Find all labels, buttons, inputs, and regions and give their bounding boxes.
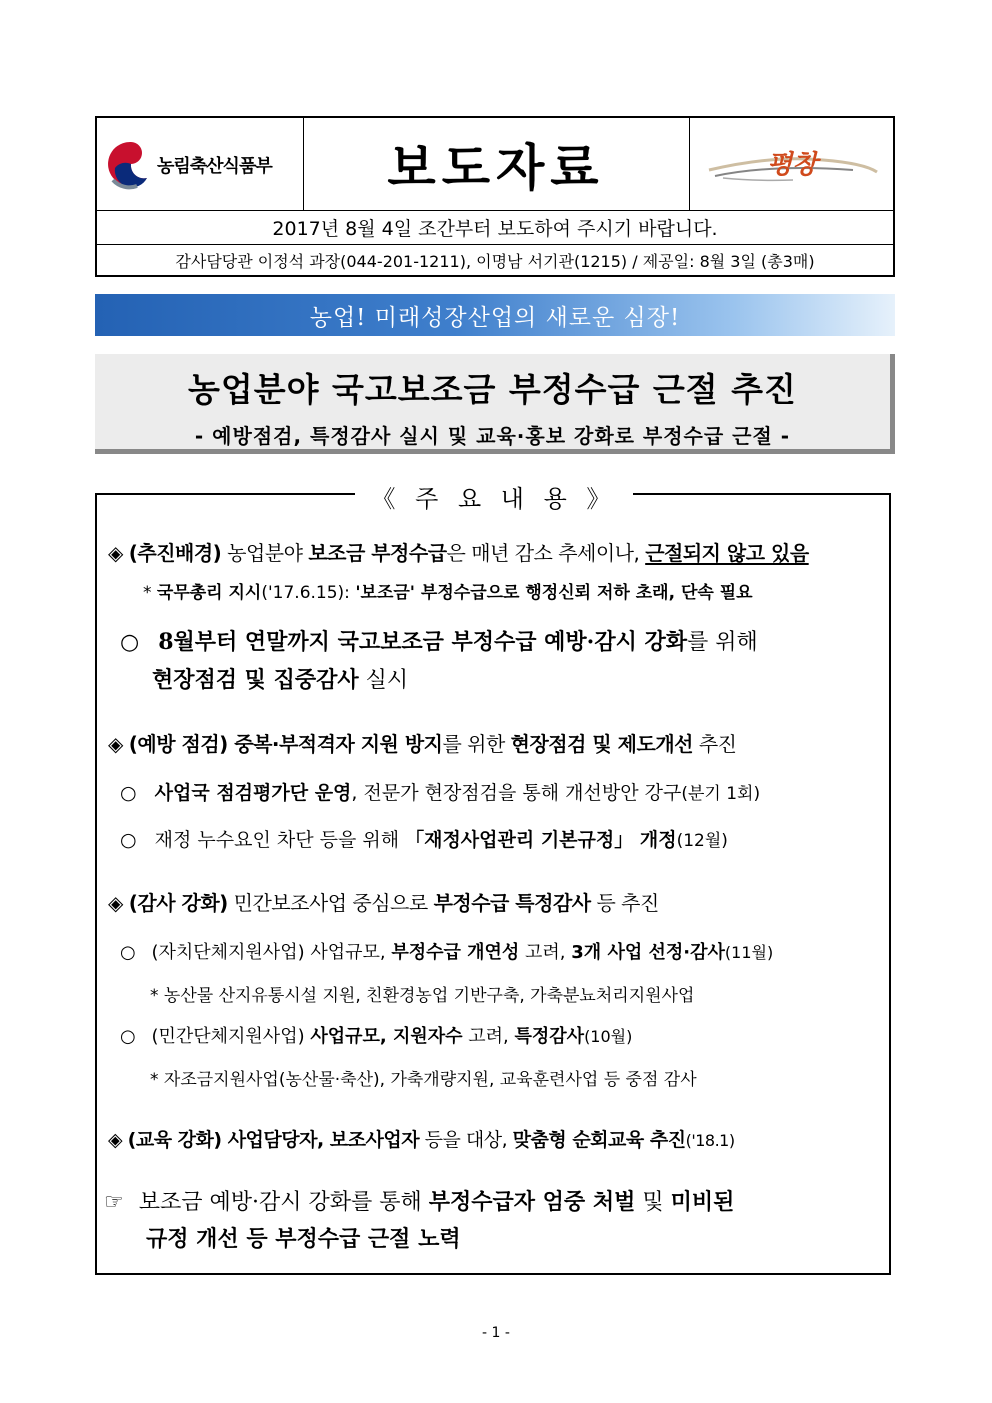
slogan-banner: 농업! 미래성장산업의 새로운 심장! [95, 294, 895, 336]
list-item [120, 1022, 632, 1048]
press-release-header [95, 116, 895, 277]
sub-item [120, 625, 758, 656]
text: 규정 개선 등 부정수급 근절 노력 [146, 1226, 461, 1252]
note-item: * 자조금지원사업(농산물·축산), 가축개량지원, 교육훈련사업 등 중점 감사 [150, 1070, 697, 1090]
diamond-bullet-icon: ◈ [108, 1129, 123, 1151]
contact-info: 감사담당관 이정석 과장(044-201-1211), 이명남 서기관(1215) / 제공일: 8월 3일 (총3매) [175, 251, 815, 271]
diamond-bullet-icon: ◈ [108, 891, 123, 915]
text: 고려, [519, 942, 572, 963]
text: (11월) [724, 943, 774, 962]
ministry-name: 농림축산식품부 [157, 156, 272, 177]
section-prevention [108, 728, 736, 757]
section-education [108, 1125, 735, 1152]
text: ('17.6.15): [261, 583, 356, 603]
summary-box [95, 493, 891, 1275]
text: 등을 대상, [419, 1129, 513, 1151]
text: 사업규모, 지원자수 [310, 1026, 463, 1047]
diamond-bullet-icon: ◈ [108, 541, 123, 565]
pyeongchang-slogan-cell [689, 118, 893, 210]
note-pm-instruction [143, 578, 753, 603]
header-top-row [97, 118, 893, 211]
text: 를 위한 [442, 732, 511, 756]
text: (자치단체지원사업) 사업규모, [151, 942, 392, 963]
text: 보조금 부정수급 [308, 541, 447, 565]
ministry-logo-cell [97, 118, 304, 210]
section-label: (감사 강화) [128, 891, 228, 915]
text: 미비된 [670, 1189, 735, 1215]
text: 현장점검 및 제도개선 [510, 732, 693, 756]
text: 근절되지 않고 있음 [645, 541, 809, 565]
text: '보조금' 부정수급으로 행정신뢰 저하 초래, 단속 필요 [355, 583, 753, 603]
text: (10월) [584, 1027, 633, 1046]
section-label: (예방 점검) [128, 732, 228, 756]
text: 및 [635, 1190, 671, 1215]
text: 등 추진 [590, 891, 659, 915]
text: 8월부터 연말까지 국고보조금 부정수급 예방·감시 강화 [158, 629, 688, 655]
headline-title: 농업분야 국고보조금 부정수급 근절 추진 [188, 370, 797, 409]
text: 3개 사업 선정·감사 [571, 942, 725, 963]
circle-bullet-icon: ○ [120, 1026, 136, 1047]
list-item [120, 938, 773, 964]
text: ('18.1) [685, 1131, 735, 1150]
section-label: (교육 강화) [127, 1129, 222, 1151]
conclusion-line-2 [146, 1222, 461, 1253]
note-item: * 농산물 산지유통시설 지원, 친환경농업 기반구축, 가축분뇨처리지원사업 [150, 986, 695, 1006]
section-label: (추진배경) [128, 541, 222, 565]
text: (민간단체지원사업) [151, 1026, 311, 1047]
text: 부정수급자 엄중 처벌 [428, 1189, 636, 1215]
text: 맞춤형 순회교육 추진 [512, 1129, 686, 1151]
page-number: - 1 - [482, 1325, 510, 1341]
list-item [120, 825, 728, 852]
text: (12월) [676, 831, 728, 851]
circle-bullet-icon: ○ [120, 630, 140, 655]
text: 재정 누수요인 차단 등을 위해 [154, 829, 406, 851]
slogan-text: 평창 [767, 150, 818, 180]
text: 국무총리 지시 [156, 583, 262, 603]
text: , 전문가 현장점검을 통해 개선방안 강구 [351, 782, 682, 804]
text: 보조금 예방·감시 강화를 통해 [138, 1190, 429, 1215]
conclusion-line-1 [104, 1185, 734, 1216]
text: 「재정사업관리 기본규정」 개정 [405, 829, 677, 851]
circle-bullet-icon: ○ [120, 829, 137, 851]
text: 부정수급 특정감사 [433, 891, 591, 915]
text: 실시 [358, 668, 409, 693]
text: 특정감사 [514, 1026, 585, 1047]
text: 를 위해 [687, 630, 758, 655]
circle-bullet-icon: ○ [120, 782, 137, 804]
headline-box [95, 354, 895, 454]
summary-heading: 《 주 요 내 용 》 [355, 479, 633, 509]
headline-subtitle: - 예방점검, 특정감사 실시 및 교육·홍보 강화로 부정수급 근절 - [194, 424, 791, 448]
text: 은 매년 감소 추세이나, [446, 541, 646, 565]
text: 중복·부적격자 지원 방지 [227, 732, 443, 756]
asterisk-mark: * [143, 583, 152, 603]
press-release-title: 보도자료 [303, 118, 690, 210]
section-background [108, 537, 809, 566]
diamond-bullet-icon: ◈ [108, 732, 123, 756]
embargo-notice: 2017년 8월 4일 조간부터 보도하여 주시기 바랍니다. [97, 210, 893, 245]
section-audit [108, 887, 659, 916]
list-item [120, 778, 760, 805]
circle-bullet-icon: ○ [120, 942, 136, 963]
sub-item-continued [152, 663, 408, 694]
text: 고려, [462, 1026, 515, 1047]
text: 현장점검 및 집중감사 [152, 667, 359, 693]
text: 민간보조사업 중심으로 [227, 891, 434, 915]
text: 추진 [692, 732, 737, 756]
text: (분기 1회) [681, 784, 761, 804]
text: 부정수급 개연성 [391, 942, 520, 963]
text: 사업국 점검평가단 운영 [154, 782, 352, 804]
pointing-hand-icon: ☞ [104, 1190, 124, 1215]
text: 농업분야 [221, 541, 309, 565]
taegeuk-emblem-icon [107, 138, 155, 190]
text: 사업담당자, 보조사업자 [221, 1129, 420, 1151]
